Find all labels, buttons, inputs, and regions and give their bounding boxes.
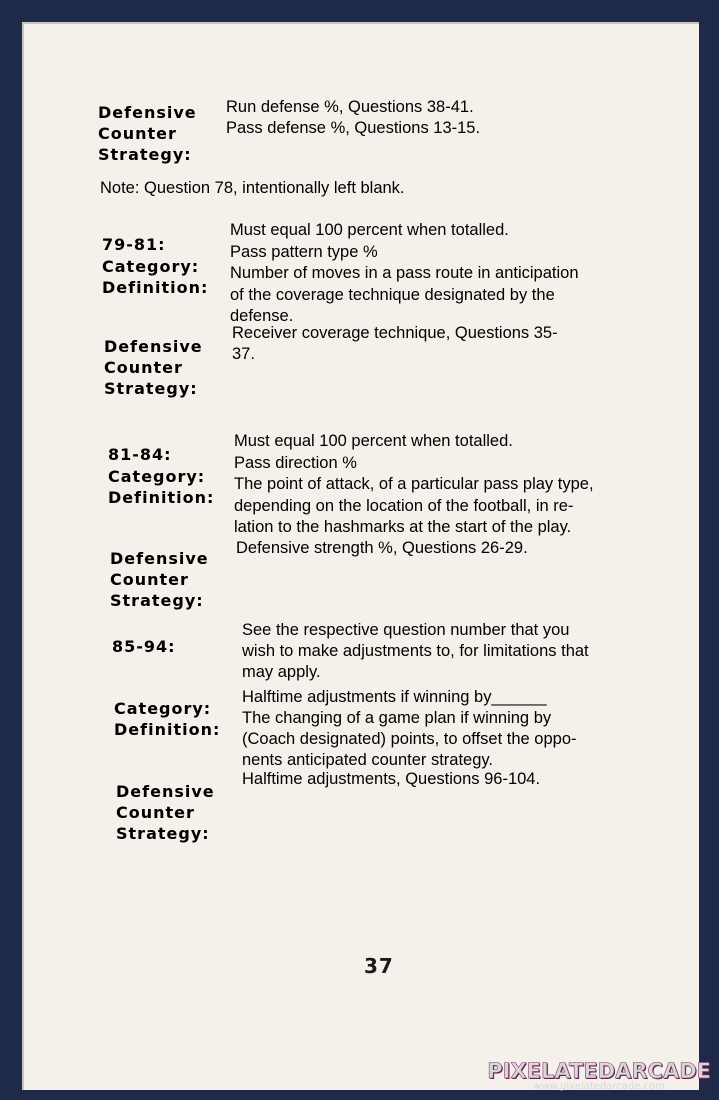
note-text: Note: Question 78, intentionally left blank. — [100, 179, 405, 197]
entry-label: Category: Definition: — [114, 699, 221, 739]
entry-label: Defensive Counter Strategy: — [104, 337, 203, 398]
page-number: 37 — [364, 954, 394, 978]
entry-text: Halftime adjustments if winning by______ The changing of a game plan if winning by (Coach designated) points, to offset the oppo- nents anticipated counter strategy. — [242, 688, 577, 769]
entry-label: 85-94: — [112, 637, 176, 656]
entry-text: Defensive strength %, Questions 26-29. — [236, 539, 528, 557]
entry-label: Defensive Counter Strategy: — [110, 549, 209, 610]
manual-page — [22, 22, 699, 1090]
entry-label: 79-81: Category: Definition: — [102, 235, 209, 297]
entry-label: Defensive Counter Strategy: — [98, 103, 197, 164]
entry-text: Receiver coverage technique, Questions 35- 37. — [232, 324, 558, 363]
entry-label: 81-84: Category: Definition: — [108, 445, 215, 507]
watermark-url: www.pixelatedarcade.com — [533, 1081, 665, 1092]
entry-text: Halftime adjustments, Questions 96-104. — [242, 770, 541, 788]
entry-label: Defensive Counter Strategy: — [116, 782, 215, 843]
entry-text: Must equal 100 percent when totalled. Pass direction % The point of attack, of a particular pass play type, depending on the location of the football, in re- lation to the hashmarks at the start of the play. — [234, 432, 594, 536]
entry-text: Must equal 100 percent when totalled. Pass pattern type % Number of moves in a pass route in anticipation of the coverage technique designated by the defense. — [230, 221, 579, 325]
entry-text: See the respective question number that you wish to make adjustments to, for limitations that may apply. — [242, 621, 589, 681]
watermark-title: PIXELATEDARCADE — [487, 1059, 711, 1083]
watermark — [487, 1059, 711, 1092]
entry-text: Run defense %, Questions 38-41. Pass defense %, Questions 13-15. — [226, 98, 481, 137]
